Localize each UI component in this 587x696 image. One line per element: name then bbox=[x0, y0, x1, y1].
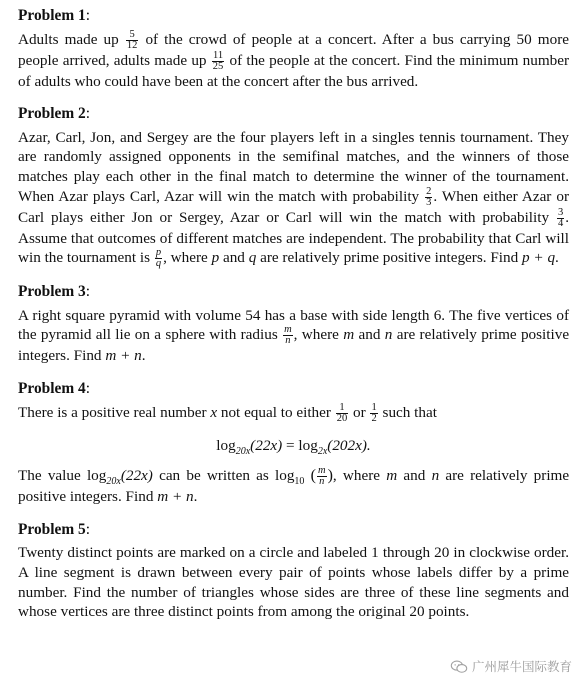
fraction: $\frac{m}{n}$ bbox=[317, 465, 326, 488]
problem-text: There is a positive real number x not equal to either $\frac{1}{20}$ or $\frac{1}{2}$ such that bbox=[18, 401, 437, 424]
problem-text: Azar, Carl, Jon, and Sergey are the four players left in a singles tennis tournament. They are randomly assigned opponents in the semifinal matches, and the winners of those matches play each other in the final match to determine the winner of the tournament. When Azar plays Carl, Azar will win the match with probability $\frac{2}{3}$ . When either Azar or Carl plays either Jon or Sergey, Azar or Carl will win the match with probability $\frac{3}{4}$ . Assume that outcomes of different matches are independent. The probability that Carl will win the tournament is $\frac{p}{q}$ , where p and q are relatively prime positive integers. Find p + q. bbox=[18, 128, 570, 270]
wechat-icon bbox=[450, 660, 468, 674]
problem-text: The value $\log_{20x}(22x)$ can be written as $\log_{10}$ ( $\frac{m}{n}$ ), where m and n are relatively prime positive integers. Find m + n. bbox=[18, 465, 570, 506]
problem-1 bbox=[18, 6, 569, 91]
fraction: $\frac{m}{n}$ bbox=[284, 324, 292, 347]
problem-text: Twenty distinct points are marked on a circle and labeled 1 through 20 in clockwise order. A line segment is drawn between every pair of points whose labels differ by a prime number. Find the number of triangles whose sides are three of these line segments and whose vertices are three distinct points from among the original 20 points. bbox=[18, 544, 569, 621]
display-equation: $\log_{20x}(22x) = \log_{2x}(202x)$. bbox=[216, 436, 371, 457]
problem-title: Problem 1: bbox=[18, 7, 90, 24]
watermark-text: 广州犀牛国际教育 bbox=[471, 659, 572, 675]
problem-title: Problem 5: bbox=[18, 520, 90, 538]
fraction: $\frac{11}{25}$ bbox=[212, 49, 224, 72]
problem-title: Problem 3: bbox=[18, 283, 90, 301]
problem-4 bbox=[18, 379, 569, 507]
problem-3 bbox=[18, 282, 569, 366]
fraction: $\frac{1}{20}$ bbox=[336, 401, 348, 424]
watermark bbox=[447, 656, 575, 678]
fraction: $\frac{2}{3}$ bbox=[426, 185, 432, 208]
problem-5 bbox=[18, 520, 569, 622]
problem-text: A right square pyramid with volume 54 has a base with side length 6. The five vertices of the pyramid all lie on a sphere with radius $\frac{m}{n}$ , where m and n are relatively prime positive integers. Find m + n. bbox=[18, 306, 570, 365]
document-page bbox=[18, 6, 569, 635]
problem-2 bbox=[18, 104, 569, 269]
problem-title: Problem 2: bbox=[18, 105, 90, 123]
fraction: $\frac{p}{q}$ bbox=[155, 247, 162, 270]
fraction: $\frac{5}{12}$ bbox=[126, 28, 138, 51]
fraction: $\frac{1}{2}$ bbox=[371, 401, 377, 424]
fraction: $\frac{3}{4}$ bbox=[557, 206, 564, 229]
problem-text: Adults made up $\frac{5}{12}$ of the crowd of people at a concert. After a bus carrying 50 more people arrived, adults made up $\frac{11}{25}$ of the people at the concert. Find the minimum number of adults who could have been at the concert after the bus arrived. bbox=[18, 28, 570, 90]
problem-title: Problem 4: bbox=[18, 380, 90, 398]
